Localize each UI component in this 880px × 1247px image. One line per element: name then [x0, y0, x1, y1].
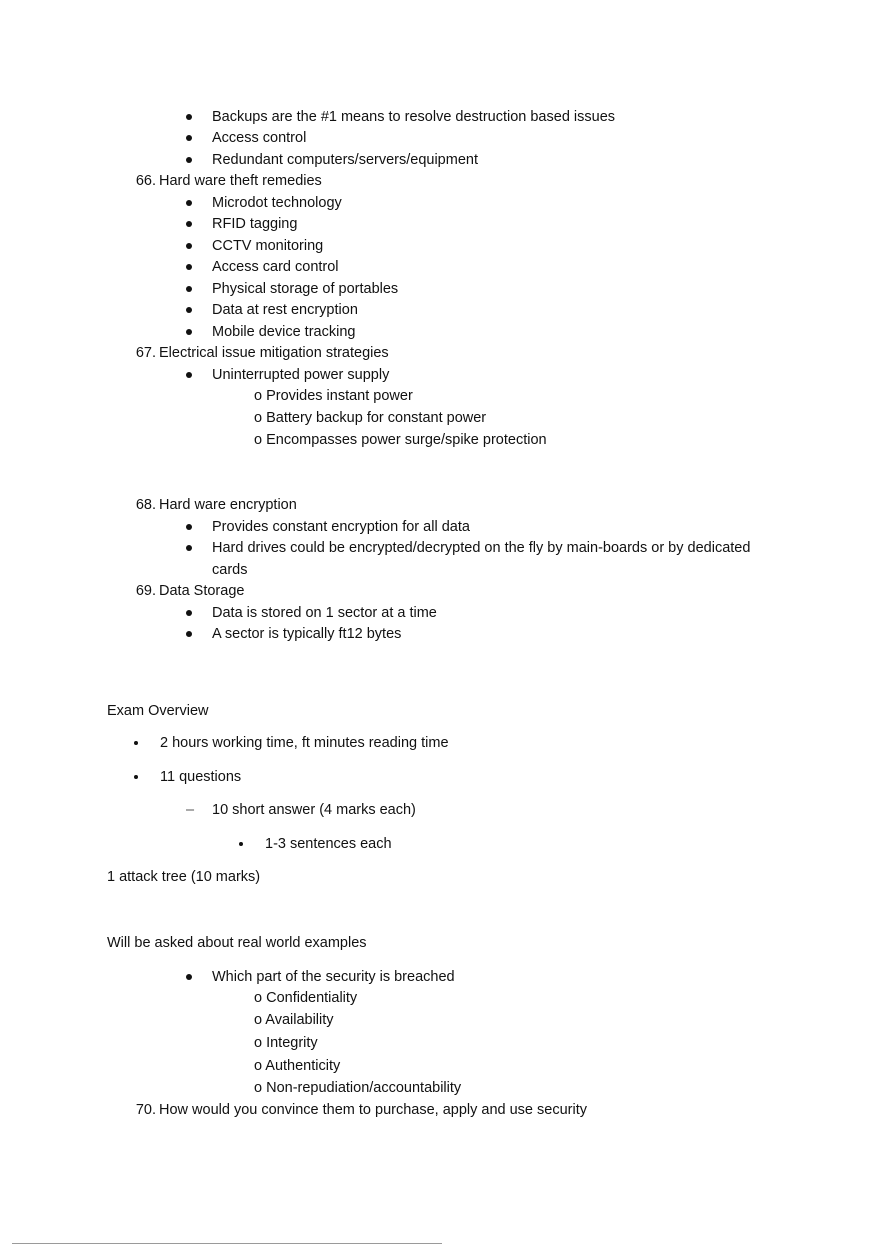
list-item: Provides constant encryption for all data [212, 518, 470, 536]
list-item: Redundant computers/servers/equipment [212, 151, 478, 169]
bullet-icon [239, 842, 243, 846]
bullet-icon [186, 200, 192, 206]
bullet-icon [186, 610, 192, 616]
sub-list-item: o Battery backup for constant power [254, 410, 487, 426]
list-item: Backups are the #1 means to resolve destruction based issues [212, 108, 615, 126]
list-item: Hard drives could be encrypted/decrypted on the fly by main-boards or by dedicated [212, 539, 750, 557]
numbered-item-70: 70. How would you convince them to purchase, apply and use security [135, 1102, 587, 1118]
list-item: 11 questions [160, 768, 241, 786]
exam-overview-heading: Exam Overview [107, 703, 209, 719]
list-item: CCTV monitoring [212, 237, 323, 255]
bullet-icon [186, 135, 192, 141]
bullet-icon [134, 775, 138, 779]
bullet-icon [186, 524, 192, 530]
numbered-item-68: 68. Hard ware encryption [135, 497, 297, 513]
bullet-icon [186, 221, 192, 227]
list-item-continuation: cards [212, 562, 248, 578]
paragraph: 1 attack tree (10 marks) [107, 869, 261, 885]
bullet-icon [186, 114, 192, 120]
sub-list-item: o Authenticity [254, 1058, 341, 1074]
list-item: RFID tagging [212, 215, 297, 233]
bullet-icon [186, 264, 192, 270]
list-item: 2 hours working time, ft minutes reading time [160, 734, 449, 752]
list-item: Physical storage of portables [212, 280, 398, 298]
list-item: Data at rest encryption [212, 301, 358, 319]
bullet-icon [186, 545, 192, 551]
list-item: – 10 short answer (4 marks each) [186, 802, 416, 818]
list-item: A sector is typically ft12 bytes [212, 625, 401, 643]
list-item: Data is stored on 1 sector at a time [212, 604, 437, 622]
bullet-icon [186, 631, 192, 637]
list-item: Access control [212, 129, 306, 147]
sub-list-item: o Provides instant power [254, 388, 413, 404]
numbered-item-69: 69. Data Storage [135, 583, 245, 599]
bullet-icon [186, 286, 192, 292]
sub-list-item: o Confidentiality [254, 990, 358, 1006]
bullet-icon [186, 307, 192, 313]
bullet-icon [186, 329, 192, 335]
list-item: Access card control [212, 258, 339, 276]
bullet-icon [186, 372, 192, 378]
list-item: Which part of the security is breached [212, 968, 455, 986]
list-item: 1-3 sentences each [265, 835, 392, 853]
footer-rule [12, 1243, 442, 1244]
sub-list-item: o Encompasses power surge/spike protection [254, 432, 547, 448]
bullet-icon [186, 157, 192, 163]
list-item: Uninterrupted power supply [212, 366, 389, 384]
sub-list-item: o Non-repudiation/accountability [254, 1080, 462, 1096]
numbered-item-67: 67. Electrical issue mitigation strategies [135, 345, 389, 361]
dash-icon: – [186, 802, 195, 818]
sub-list-item: o Integrity [254, 1035, 318, 1051]
paragraph: Will be asked about real world examples [107, 935, 367, 951]
bullet-icon [134, 741, 138, 745]
numbered-item-66: 66. Hard ware theft remedies [135, 173, 322, 189]
list-item: Microdot technology [212, 194, 342, 212]
bullet-icon [186, 974, 192, 980]
list-item: Mobile device tracking [212, 323, 355, 341]
bullet-icon [186, 243, 192, 249]
sub-list-item: o Availability [254, 1012, 334, 1028]
